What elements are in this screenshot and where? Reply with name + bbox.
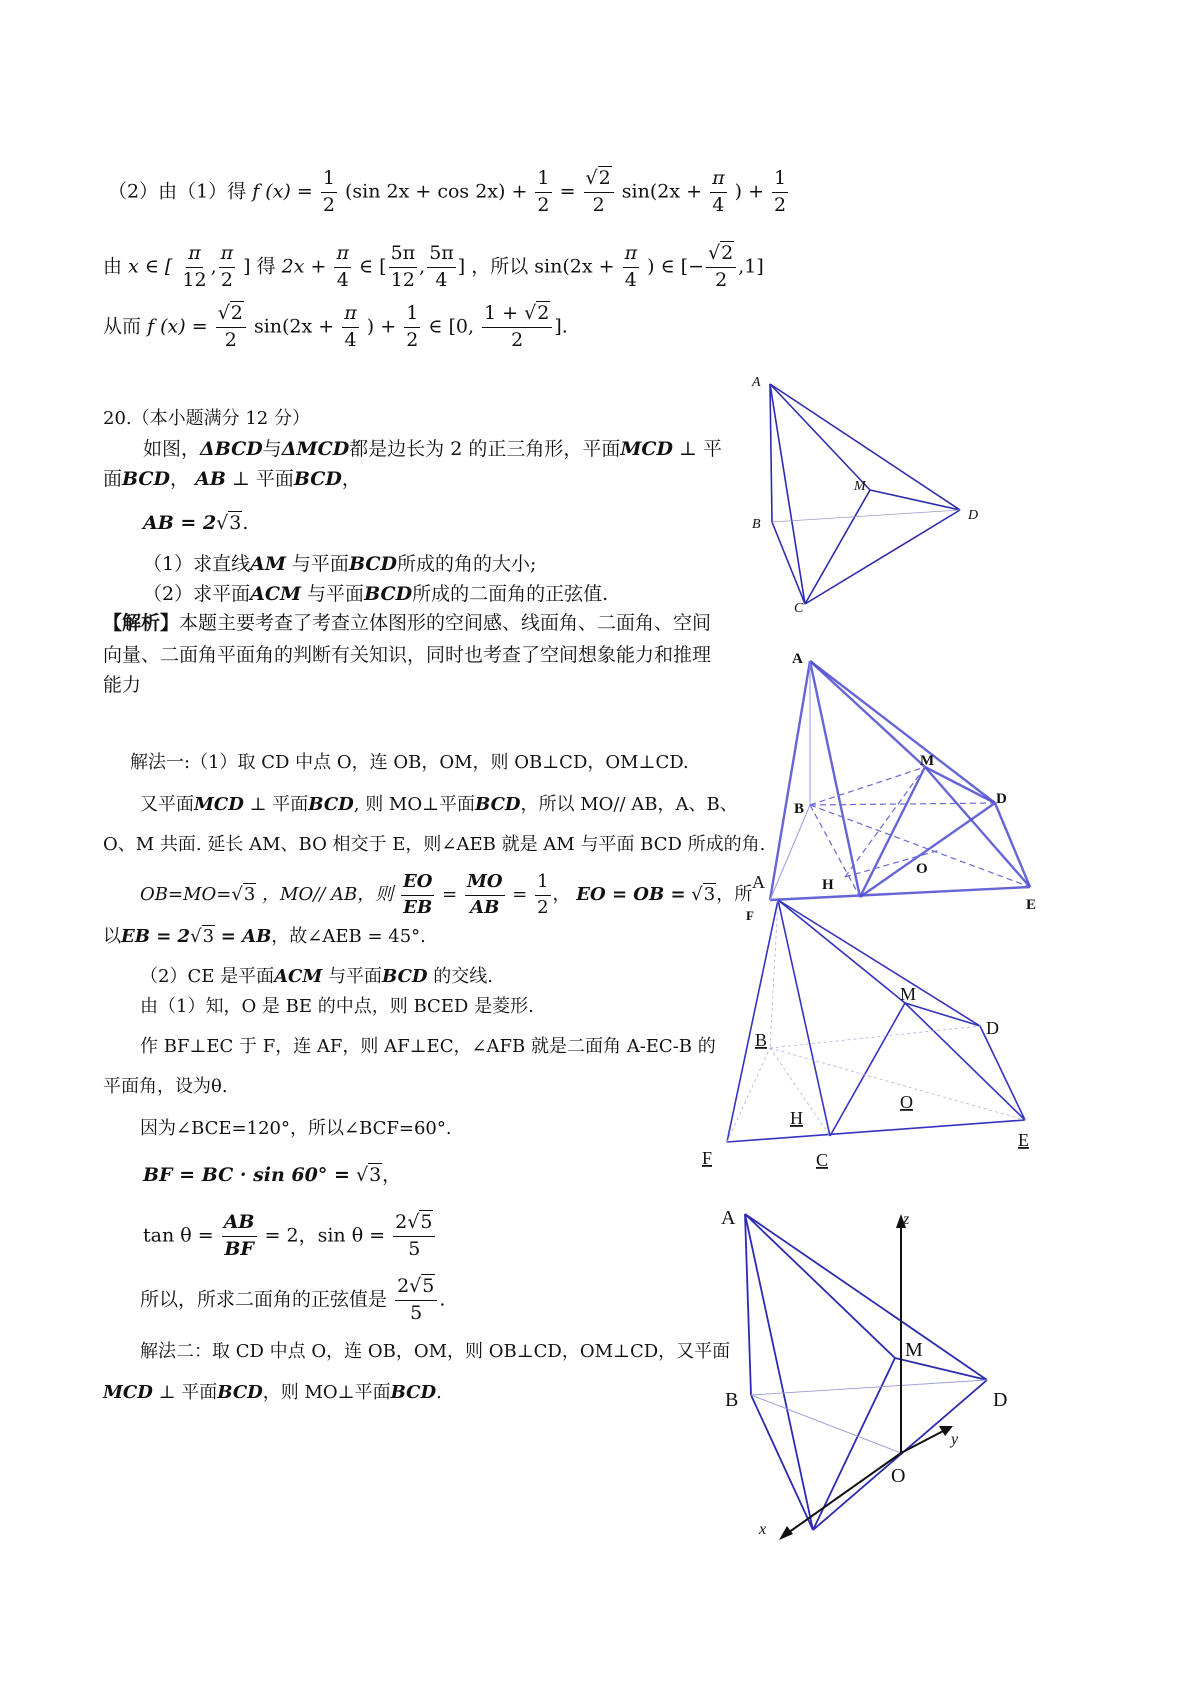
method1-tan-line: tan θ = $\frac{AB}{BF}$ = 2，sin θ = $\frac{2√5}{5}$ bbox=[143, 1212, 437, 1261]
problem-title: 20.（本小题满分 12 分） bbox=[103, 408, 310, 429]
question-1: （1）求直线AM 与平面BCD所成的角的大小; bbox=[143, 553, 537, 575]
fig2-label-B: B bbox=[794, 801, 805, 817]
part2-line2: 由 x ∈ [ $\frac{\pi}{12}$ , $\frac{\pi}{2}$ ] 得 2x + $\frac{\pi}{4}$ ∈ [ $\frac{5\pi}{12}$ , $\frac{5\pi}{4}$ ] ，所以 sin(2x + $\frac{\pi}{4}$ ) ∈ [− $\frac{√2}{2}$ ,1] bbox=[103, 242, 764, 291]
fig4-label-y: y bbox=[951, 1431, 959, 1448]
fig2-label-H: H bbox=[822, 877, 834, 893]
fig3-label-E: E bbox=[1018, 1130, 1029, 1150]
analysis-line2: 向量、二面角平面角的判断有关知识，同时也考查了空间想象能力和推理 bbox=[103, 644, 712, 666]
method1-line1: 解法一:（1）取 CD 中点 O，连 OB，OM，则 OB⊥CD，OM⊥CD. bbox=[130, 752, 689, 773]
fig4-label-O: O bbox=[891, 1465, 906, 1487]
fig2-label-D: D bbox=[996, 791, 1007, 807]
method1-line3: O、M 共面. 延长 AM、BO 相交于 E，则∠AEB 就是 AM 与平面 BCD 所成的角. bbox=[103, 834, 766, 855]
problem-line2: 面BCD， AB ⊥ 平面BCD， bbox=[103, 468, 361, 490]
fig2-label-E: E bbox=[1026, 897, 1037, 913]
fig4-label-D: D bbox=[993, 1389, 1008, 1411]
fig4-label-B: B bbox=[725, 1389, 739, 1411]
method1-part2-line2: 由（1）知，O 是 BE 的中点，则 BCED 是菱形. bbox=[140, 996, 534, 1017]
fig3-label-B: B bbox=[755, 1030, 768, 1050]
fig3-label-A: A bbox=[752, 872, 765, 892]
fig1-label-M: M bbox=[854, 479, 866, 494]
method1-line2: 又平面MCD ⊥ 平面BCD, 则 MO⊥平面BCD，所以 MO// AB，A、B、 bbox=[140, 794, 738, 815]
fig3-label-M: M bbox=[900, 984, 917, 1004]
method2-line2: MCD ⊥ 平面BCD，则 MO⊥平面BCD. bbox=[103, 1382, 442, 1403]
problem-line1: 如图，ΔBCD与ΔMCD都是边长为 2 的正三角形，平面MCD ⊥ 平 bbox=[143, 438, 722, 460]
method1-conclusion: 所以，所求二面角的正弦值是 $\frac{2√5}{5}$ . bbox=[140, 1275, 446, 1324]
analysis-line3: 能力 bbox=[103, 674, 142, 696]
method1-part2-line5: 因为∠BCE=120°，所以∠BCF=60°. bbox=[140, 1118, 452, 1139]
fig4-label-A: A bbox=[721, 1207, 736, 1229]
fig1-label-B: B bbox=[752, 517, 761, 532]
method1-part2-line6: BF = BC · sin 60° = √3， bbox=[143, 1164, 402, 1186]
fig3-label-H: H bbox=[790, 1108, 803, 1128]
fig3-label-F-top: F bbox=[746, 908, 754, 923]
part2-line3: 从而 f (x) = $\frac{√2}{2}$ sin(2x + $\frac{\pi}{4}$ ) + $\frac{1}{2}$ ∈ [0, $\frac{1 + √2}{2}$ ]. bbox=[103, 302, 568, 351]
fig1-label-C: C bbox=[794, 601, 804, 616]
fig2-label-M: M bbox=[920, 753, 935, 769]
method1-part2-line3: 作 BF⊥EC 于 F，连 AF，则 AF⊥EC，∠AFB 就是二面角 A-EC-B 的 bbox=[140, 1036, 716, 1057]
analysis-line1: 【解析】本题主要考查了考查立体图形的空间感、线面角、二面角、空间 bbox=[103, 612, 712, 634]
fig3-label-F: F bbox=[702, 1148, 713, 1168]
fig1-label-D: D bbox=[968, 508, 979, 523]
method2-line1: 解法二：取 CD 中点 O，连 OB，OM，则 OB⊥CD，OM⊥CD，又平面 bbox=[140, 1341, 731, 1362]
method1-line5: 以EB = 2√3 = AB，故∠AEB = 45°. bbox=[103, 926, 426, 947]
part2-line1: （2）由（1）得 f (x) = $\frac{1}{2}$ (sin 2x + cos 2x) + $\frac{1}{2}$ = $\frac{√2}{2}$ sin(2x + $\frac{\pi}{4}$ ) + $\frac{1}{2}$ bbox=[108, 167, 787, 216]
fig3-label-D: D bbox=[986, 1018, 999, 1038]
figure-4 bbox=[715, 1200, 1035, 1538]
problem-line3: AB = 2√3. bbox=[143, 512, 249, 534]
fig4-label-M: M bbox=[905, 1339, 923, 1361]
fig3-label-C: C bbox=[816, 1150, 829, 1170]
fig2-label-A: A bbox=[792, 651, 803, 667]
method1-part2-line1: （2）CE 是平面ACM 与平面BCD 的交线. bbox=[140, 966, 493, 987]
fig4-label-z: z bbox=[903, 1211, 910, 1228]
fig1-label-A: A bbox=[752, 375, 761, 390]
fig2-label-O: O bbox=[916, 861, 928, 877]
question-2: （2）求平面ACM 与平面BCD所成的二面角的正弦值. bbox=[143, 583, 609, 605]
fig3-label-O: O bbox=[900, 1092, 913, 1112]
method1-line4: OB=MO=√3 ，MO// AB，则 $\frac{EO}{EB}$ = $\frac{MO}{AB}$ = $\frac{1}{2}$ ， EO = OB = √3，所 bbox=[140, 871, 753, 918]
figure-1 bbox=[750, 372, 990, 622]
figure-3 bbox=[700, 868, 1040, 1168]
fig4-label-x: x bbox=[759, 1521, 767, 1538]
method1-part2-line4: 平面角，设为θ. bbox=[103, 1076, 228, 1097]
